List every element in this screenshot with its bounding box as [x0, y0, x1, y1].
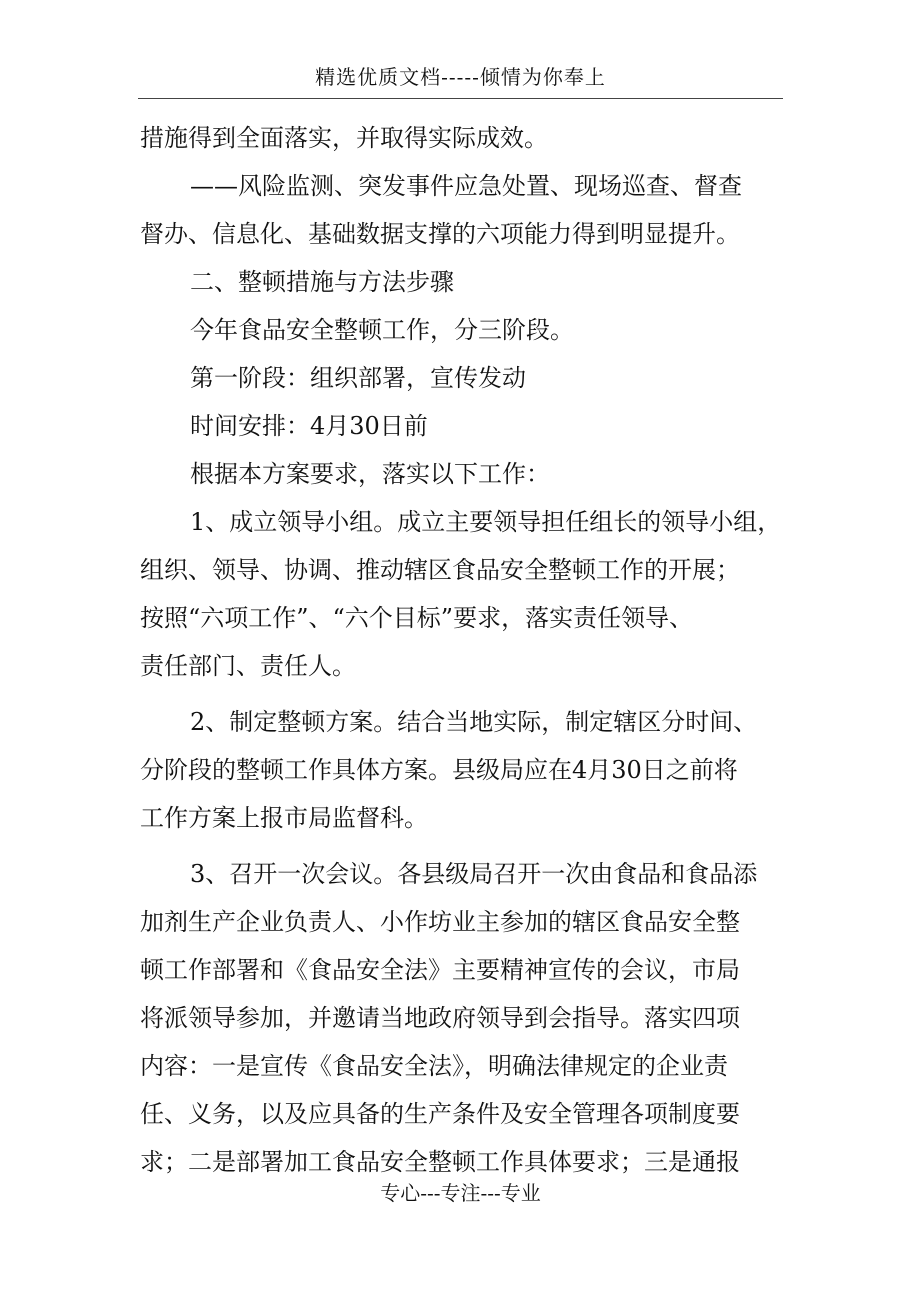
- text-line: 加剂生产企业负责人、小作坊业主参加的辖区食品安全整: [140, 908, 740, 936]
- text-line: 时间安排：4月30日前: [190, 412, 428, 440]
- text-line: ——风险监测、突发事件应急处置、现场巡查、督查: [190, 172, 742, 200]
- text-line: 1、成立领导小组。成立主要领导担任组长的领导小组，: [190, 508, 782, 536]
- text-line: 组织、领导、协调、推动辖区食品安全整顿工作的开展；: [140, 556, 740, 584]
- text-line: 责任部门、责任人。: [140, 652, 356, 680]
- text-line: 督办、信息化、基础数据支撑的六项能力得到明显提升。: [140, 220, 740, 248]
- text-line: 根据本方案要求，落实以下工作：: [190, 460, 550, 488]
- text-line: 按照“六项工作”、“六个目标”要求，落实责任领导、: [140, 604, 694, 632]
- text-line: 分阶段的整顿工作具体方案。县级局应在4月30日之前将: [140, 756, 738, 784]
- section-heading: 二、整顿措施与方法步骤: [190, 268, 454, 296]
- text-line: 将派领导参加，并邀请当地政府领导到会指导。落实四项: [140, 1004, 740, 1032]
- text-line: 2、制定整顿方案。结合当地实际，制定辖区分时间、: [190, 708, 758, 736]
- page-footer: 专心---专注---专业: [380, 1181, 541, 1205]
- stage-heading: 第一阶段：组织部署，宣传发动: [190, 364, 526, 392]
- text-line: 内容：一是宣传《食品安全法》，明确法律规定的企业责: [140, 1052, 728, 1080]
- text-line: 措施得到全面落实，并取得实际成效。: [140, 124, 548, 152]
- text-line: 工作方案上报市局监督科。: [140, 804, 428, 832]
- text-line: 任、义务，以及应具备的生产条件及安全管理各项制度要: [140, 1100, 740, 1128]
- page-header: 精选优质文档-----倾情为你奉上: [315, 65, 606, 89]
- text-line: 求；二是部署加工食品安全整顿工作具体要求；三是通报: [140, 1148, 740, 1176]
- text-line: 今年食品安全整顿工作，分三阶段。: [190, 316, 574, 344]
- document-body: [140, 114, 790, 1186]
- header-divider: [138, 98, 783, 99]
- text-line: 顿工作部署和《食品安全法》主要精神宣传的会议，市局: [140, 956, 740, 984]
- text-line: 3、召开一次会议。各县级局召开一次由食品和食品添: [190, 860, 758, 888]
